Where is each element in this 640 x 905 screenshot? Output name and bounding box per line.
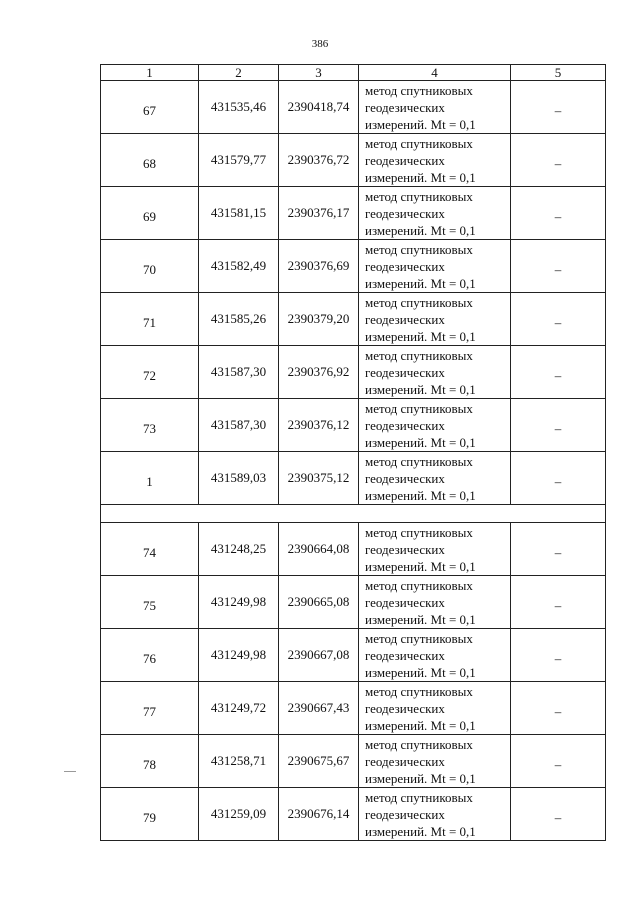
- method-text-line: метод спутниковых: [365, 736, 473, 752]
- column5-cell: –: [511, 452, 606, 505]
- x-coordinate-cell: 431582,49: [199, 240, 279, 293]
- x-coordinate-cell: 431249,98: [199, 629, 279, 682]
- method-cell: [359, 735, 511, 788]
- method-cell: [359, 523, 511, 576]
- method-cell: [359, 240, 511, 293]
- column5-cell: –: [511, 682, 606, 735]
- method-text-line: метод спутниковых: [365, 577, 473, 593]
- table-body: [101, 81, 606, 841]
- x-coordinate-cell: 431587,30: [199, 346, 279, 399]
- method-text-line: метод спутниковых: [365, 453, 473, 469]
- point-number-cell: 69: [101, 187, 199, 240]
- table-row: [101, 399, 606, 452]
- point-number-cell: 78: [101, 735, 199, 788]
- method-text-line: геодезических: [365, 205, 445, 221]
- method-text-line: геодезических: [365, 364, 445, 380]
- y-coordinate-cell: 2390675,67: [279, 735, 359, 788]
- method-text-line: геодезических: [365, 470, 445, 486]
- method-text-line: измерений. Mt = 0,1: [365, 487, 476, 503]
- method-text-line: метод спутниковых: [365, 789, 473, 805]
- table-header-row: [101, 65, 606, 81]
- method-text-line: геодезических: [365, 594, 445, 610]
- table-row: [101, 240, 606, 293]
- column-header: 1: [101, 65, 199, 81]
- method-text-line: измерений. Mt = 0,1: [365, 169, 476, 185]
- method-text-line: метод спутниковых: [365, 82, 473, 98]
- method-text-line: геодезических: [365, 700, 445, 716]
- method-text-line: метод спутниковых: [365, 294, 473, 310]
- method-text-line: геодезических: [365, 753, 445, 769]
- table-row: [101, 682, 606, 735]
- column5-cell: –: [511, 81, 606, 134]
- column5-cell: –: [511, 293, 606, 346]
- method-text-line: геодезических: [365, 152, 445, 168]
- method-cell: [359, 399, 511, 452]
- table-row: [101, 452, 606, 505]
- x-coordinate-cell: 431249,72: [199, 682, 279, 735]
- table-row: [101, 576, 606, 629]
- method-text-line: метод спутниковых: [365, 400, 473, 416]
- y-coordinate-cell: 2390376,17: [279, 187, 359, 240]
- method-text-line: измерений. Mt = 0,1: [365, 558, 476, 574]
- method-text-line: геодезических: [365, 311, 445, 327]
- method-cell: [359, 682, 511, 735]
- method-text-line: метод спутниковых: [365, 135, 473, 151]
- column5-cell: –: [511, 576, 606, 629]
- y-coordinate-cell: 2390676,14: [279, 788, 359, 841]
- column5-cell: –: [511, 735, 606, 788]
- margin-mark: [64, 771, 76, 772]
- method-text-line: измерений. Mt = 0,1: [365, 222, 476, 238]
- x-coordinate-cell: 431535,46: [199, 81, 279, 134]
- point-number-cell: 77: [101, 682, 199, 735]
- method-text-line: метод спутниковых: [365, 524, 473, 540]
- method-text-line: геодезических: [365, 541, 445, 557]
- y-coordinate-cell: 2390376,92: [279, 346, 359, 399]
- method-text-line: метод спутниковых: [365, 188, 473, 204]
- y-coordinate-cell: 2390376,72: [279, 134, 359, 187]
- column5-cell: –: [511, 240, 606, 293]
- column-header: 3: [279, 65, 359, 81]
- method-cell: [359, 788, 511, 841]
- point-number-cell: 74: [101, 523, 199, 576]
- column5-cell: –: [511, 134, 606, 187]
- y-coordinate-cell: 2390664,08: [279, 523, 359, 576]
- point-number-cell: 71: [101, 293, 199, 346]
- table-row: [101, 788, 606, 841]
- method-cell: [359, 134, 511, 187]
- coordinates-table: [100, 64, 606, 841]
- table-spacer-row: [101, 505, 606, 523]
- x-coordinate-cell: 431249,98: [199, 576, 279, 629]
- column-header: 5: [511, 65, 606, 81]
- method-text-line: метод спутниковых: [365, 241, 473, 257]
- table-row: [101, 735, 606, 788]
- method-text-line: метод спутниковых: [365, 347, 473, 363]
- table-row: [101, 187, 606, 240]
- method-cell: [359, 452, 511, 505]
- method-text-line: геодезических: [365, 99, 445, 115]
- method-cell: [359, 293, 511, 346]
- column5-cell: –: [511, 187, 606, 240]
- y-coordinate-cell: 2390667,08: [279, 629, 359, 682]
- point-number-cell: 67: [101, 81, 199, 134]
- column5-cell: –: [511, 629, 606, 682]
- method-text-line: геодезических: [365, 417, 445, 433]
- x-coordinate-cell: 431589,03: [199, 452, 279, 505]
- y-coordinate-cell: 2390418,74: [279, 81, 359, 134]
- column5-cell: –: [511, 523, 606, 576]
- method-cell: [359, 346, 511, 399]
- point-number-cell: 75: [101, 576, 199, 629]
- point-number-cell: 73: [101, 399, 199, 452]
- column-header: 2: [199, 65, 279, 81]
- y-coordinate-cell: 2390379,20: [279, 293, 359, 346]
- x-coordinate-cell: 431585,26: [199, 293, 279, 346]
- page-number: 386: [311, 38, 329, 50]
- point-number-cell: 68: [101, 134, 199, 187]
- table-row: [101, 346, 606, 399]
- column5-cell: –: [511, 346, 606, 399]
- column5-cell: –: [511, 788, 606, 841]
- method-text-line: геодезических: [365, 806, 445, 822]
- y-coordinate-cell: 2390375,12: [279, 452, 359, 505]
- y-coordinate-cell: 2390376,12: [279, 399, 359, 452]
- table-row: [101, 293, 606, 346]
- method-text-line: измерений. Mt = 0,1: [365, 717, 476, 733]
- method-cell: [359, 629, 511, 682]
- x-coordinate-cell: 431259,09: [199, 788, 279, 841]
- method-text-line: измерений. Mt = 0,1: [365, 116, 476, 132]
- x-coordinate-cell: 431579,77: [199, 134, 279, 187]
- x-coordinate-cell: 431581,15: [199, 187, 279, 240]
- method-text-line: геодезических: [365, 258, 445, 274]
- column-header: 4: [359, 65, 511, 81]
- x-coordinate-cell: 431248,25: [199, 523, 279, 576]
- point-number-cell: 70: [101, 240, 199, 293]
- method-text-line: геодезических: [365, 647, 445, 663]
- point-number-cell: 79: [101, 788, 199, 841]
- point-number-cell: 76: [101, 629, 199, 682]
- method-text-line: измерений. Mt = 0,1: [365, 275, 476, 291]
- method-text-line: метод спутниковых: [365, 630, 473, 646]
- x-coordinate-cell: 431587,30: [199, 399, 279, 452]
- point-number-cell: 1: [101, 452, 199, 505]
- point-number-cell: 72: [101, 346, 199, 399]
- method-cell: [359, 187, 511, 240]
- y-coordinate-cell: 2390376,69: [279, 240, 359, 293]
- method-text-line: измерений. Mt = 0,1: [365, 434, 476, 450]
- column5-cell: –: [511, 399, 606, 452]
- table-row: [101, 523, 606, 576]
- y-coordinate-cell: 2390665,08: [279, 576, 359, 629]
- spacer-cell: [101, 505, 606, 523]
- method-text-line: измерений. Mt = 0,1: [365, 664, 476, 680]
- method-text-line: метод спутниковых: [365, 683, 473, 699]
- table-row: [101, 134, 606, 187]
- method-text-line: измерений. Mt = 0,1: [365, 823, 476, 839]
- x-coordinate-cell: 431258,71: [199, 735, 279, 788]
- method-text-line: измерений. Mt = 0,1: [365, 328, 476, 344]
- method-text-line: измерений. Mt = 0,1: [365, 611, 476, 627]
- method-text-line: измерений. Mt = 0,1: [365, 770, 476, 786]
- method-text-line: измерений. Mt = 0,1: [365, 381, 476, 397]
- table-row: [101, 81, 606, 134]
- y-coordinate-cell: 2390667,43: [279, 682, 359, 735]
- method-cell: [359, 81, 511, 134]
- table-row: [101, 629, 606, 682]
- method-cell: [359, 576, 511, 629]
